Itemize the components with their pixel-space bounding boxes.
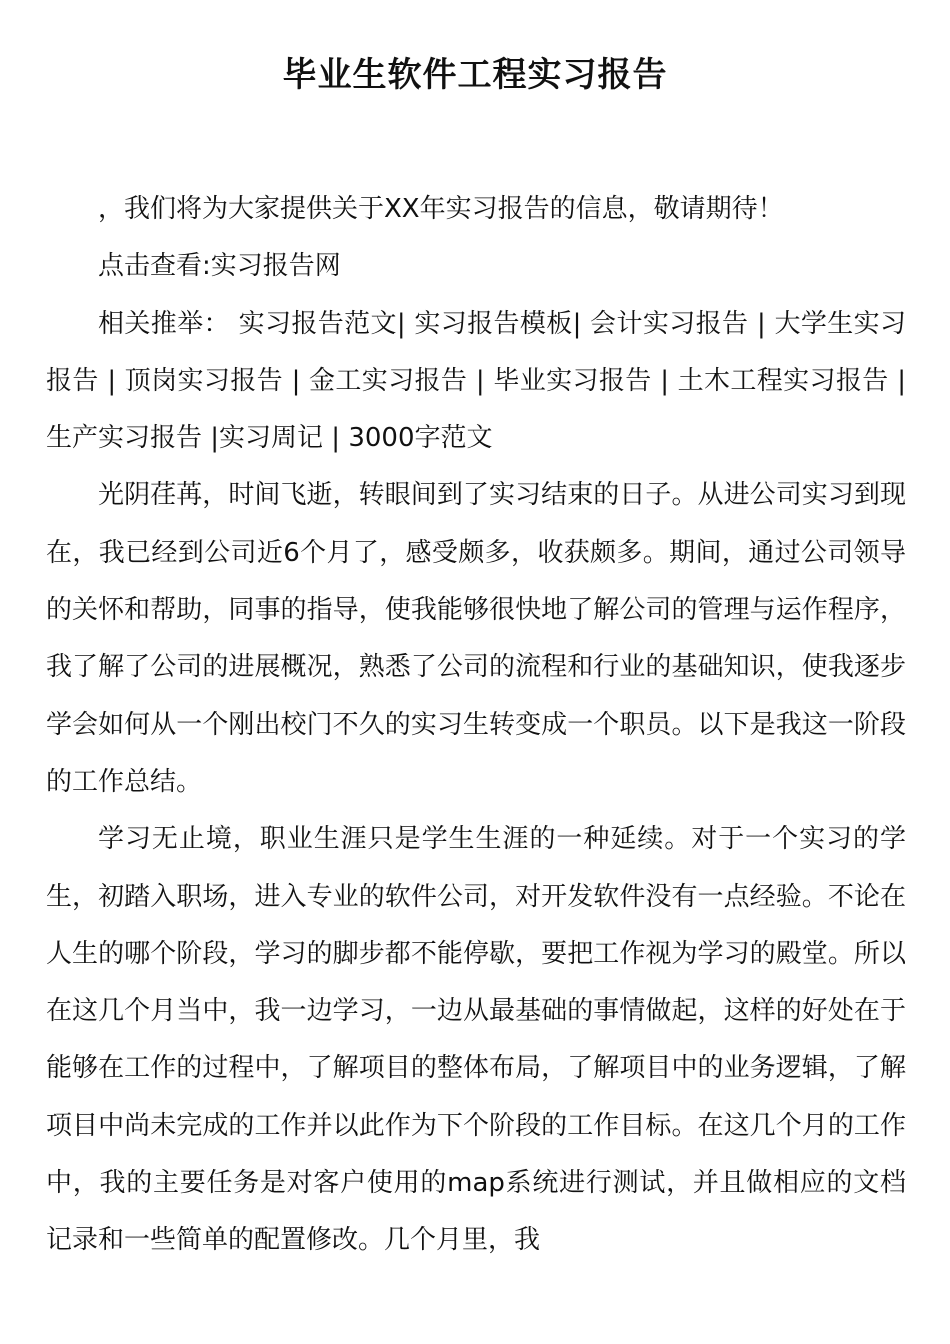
link-paragraph: 点击查看:实习报告网 (98, 251, 341, 282)
body-paragraph: 学习无止境，职业生涯只是学生生涯的一种延续。对于一个实习的学生，初踏入职场，进入专业的软件公司，对开发软件没有一点经验。不论在人生的哪个阶段，学习的脚步都不能停歇，要把工作视为学习的殿堂。所以在这几个月当中，我一边学习，一边从最基础的事情做起，这样的好处在于能够在工作的过程中，了解项目的整体布局，了解项目中的业务逻辑，了解项目中尚未完成的工作并以此作为下个阶段的工作目标。在这几个月的工作中，我的主要任务是对客户使用的map系统进行测试，并且做相应的文档记录和一些简单的配置修改。几个月里，我 (46, 824, 906, 1256)
document-body (46, 181, 906, 1270)
intro-paragraph: ，我们将为大家提供关于XX年实习报告的信息，敬请期待！ (98, 194, 784, 224)
body-paragraph: 光阴荏苒，时间飞逝，转眼间到了实习结束的日子。从进公司实习到现在，我已经到公司近6个月了，感受颇多，收获颇多。期间，通过公司领导的关怀和帮助，同事的指导，使我能够很快地了解公司的管理与运作程序，我了解了公司的进展概况，熟悉了公司的流程和行业的基础知识，使我逐步学会如何从一个刚出校门不久的实习生转变成一个职员。以下是我这一阶段的工作总结。 (46, 480, 906, 797)
document-title: 毕业生软件工程实习报告 (282, 55, 668, 95)
related-recommendations-paragraph: 相关推举： 实习报告范文| 实习报告模板| 会计实习报告 | 大学生实习报告 | 顶岗实习报告 | 金工实习报告 | 毕业实习报告 | 土木工程实习报告 | 生产实习报告 |实习周记 | 3000字范文 (46, 308, 906, 454)
